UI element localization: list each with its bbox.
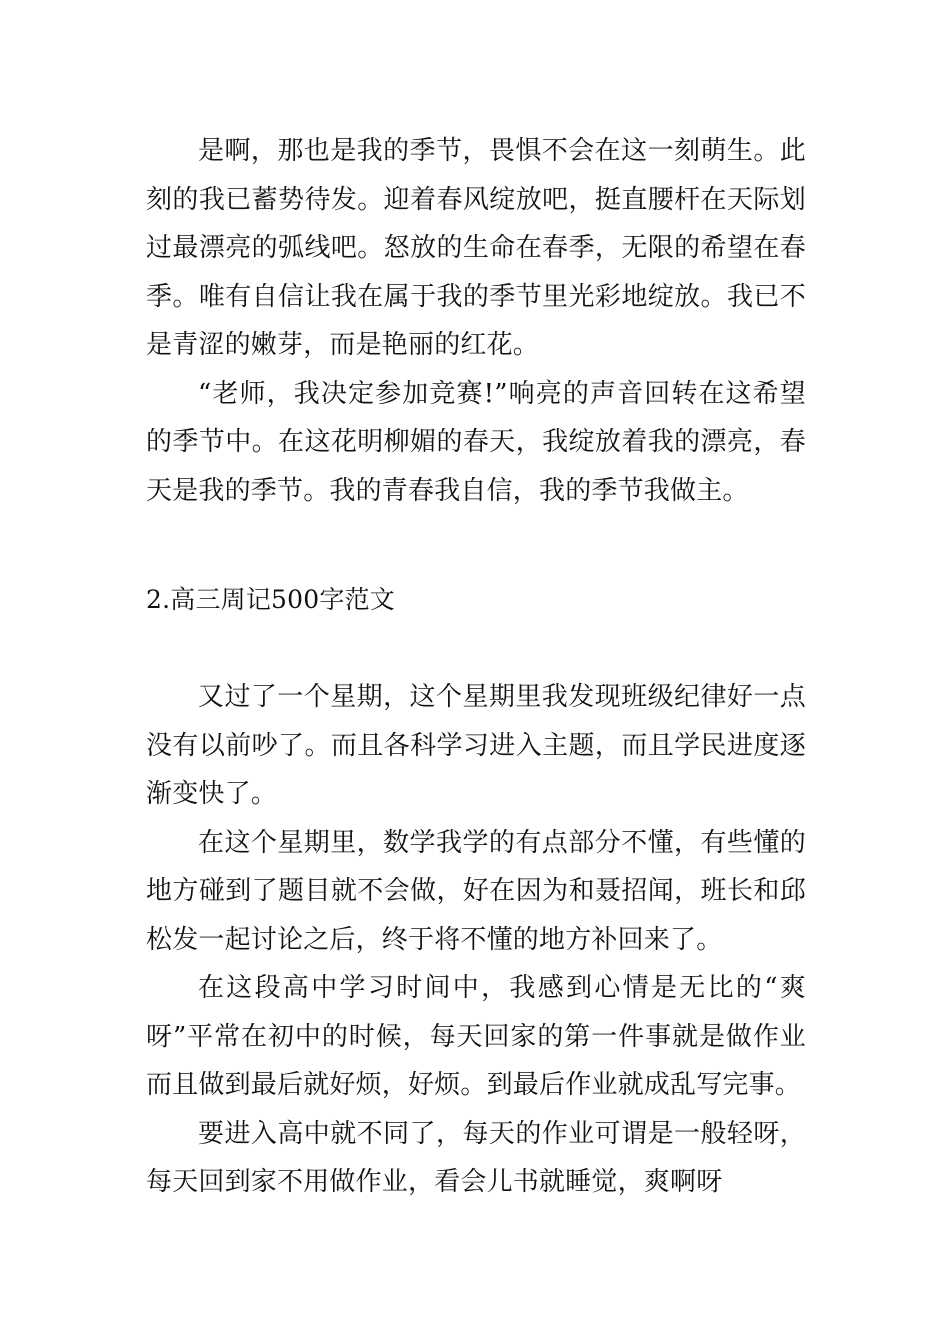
- section-2-body: [146, 673, 806, 1207]
- section-1-body: [146, 127, 806, 515]
- paragraph: 要进入高中就不同了，每天的作业可谓是一般轻呀，每天回到家不用做作业，看会儿书就睡觉，爽啊呀: [146, 1118, 806, 1197]
- section-heading: 2.高三周记500字范文: [146, 585, 395, 614]
- paragraph: “老师，我决定参加竞赛!”响亮的声音回转在这希望的季节中。在这花明柳媚的春天，我绽放着我的漂亮，春天是我的季节。我的青春我自信，我的季节我做主。: [146, 378, 806, 506]
- paragraph: 又过了一个星期，这个星期里我发现班级纪律好一点没有以前吵了。而且各科学习进入主题，而且学民进度逐渐变快了。: [146, 682, 806, 809]
- paragraph: 是啊，那也是我的季节，畏惧不会在这一刻萌生。此刻的我已蓄势待发。迎着春风绽放吧，挺直腰杆在天际划过最漂亮的弧线吧。怒放的生命在春季，无限的希望在春季。唯有自信让我在属于我的季节里光彩地绽放。我已不是青涩的嫩芽，而是艳丽的红花。: [146, 136, 806, 360]
- paragraph: 在这个星期里，数学我学的有点部分不懂，有些懂的地方碰到了题目就不会做，好在因为和聂招闻，班长和邱松发一起讨论之后，终于将不懂的地方补回来了。: [146, 827, 806, 955]
- paragraph: 在这段高中学习时间中，我感到心情是无比的“爽呀”平常在初中的时候，每天回家的第一件事就是做作业而且做到最后就好烦，好烦。到最后作业就成乱写完事。: [146, 973, 806, 1100]
